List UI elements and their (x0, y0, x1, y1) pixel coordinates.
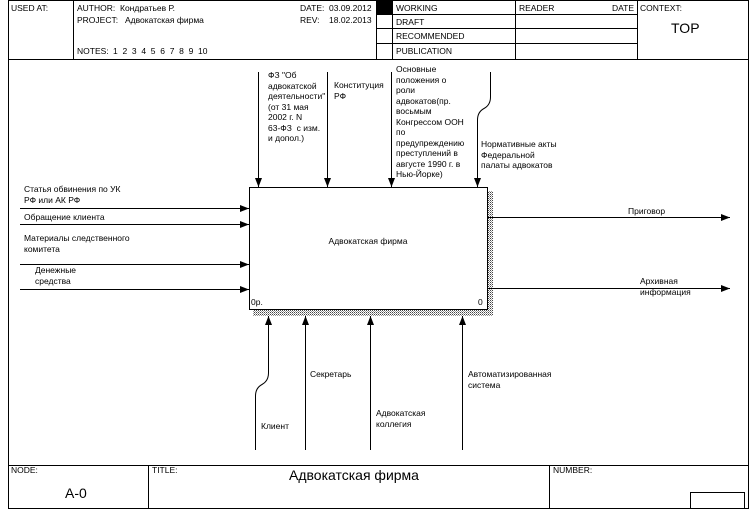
number-label: NUMBER: (553, 465, 593, 475)
used-at-label: USED AT: (11, 3, 49, 13)
control-label: Конституция РФ (334, 80, 384, 101)
status-working-marker (377, 1, 392, 15)
input-label: Денежные средства (35, 265, 77, 286)
rev-value: 18.02.2013 (329, 15, 372, 25)
input-label: Материалы следственного комитета (24, 233, 130, 254)
notes-label: NOTES: (77, 46, 109, 56)
context-value: TOP (671, 20, 700, 36)
activity-number: 0 (478, 297, 483, 307)
project-value: Адвокатская фирма (125, 15, 204, 25)
status-draft-marker (377, 15, 392, 29)
node-label: NODE: (11, 465, 38, 475)
notes-value: 1 2 3 4 5 6 7 8 9 10 (113, 46, 208, 56)
project-label: PROJECT: (77, 15, 119, 25)
author-label: AUTHOR: (77, 3, 116, 13)
date-label: DATE: (300, 3, 325, 13)
activity-box (250, 188, 488, 310)
activity-shadow-bottom (253, 310, 493, 316)
activity-name: Адвокатская фирма (328, 236, 408, 246)
mechanism-label: Секретарь (310, 369, 352, 379)
activity-shadow-right (488, 191, 493, 316)
author-value: Кондратьев Р. (120, 3, 175, 13)
control-label: Основные положения о роли адвокатов(пр. восьмым Конгрессом ООН по предупреждению преступлений в августе 1990 г. в Нью-Йорке) (396, 64, 465, 179)
status-draft: DRAFT (396, 17, 425, 27)
input-label: Обращение клиента (24, 212, 105, 222)
control-label: Нормативные акты Федеральной палаты адвокатов (481, 139, 557, 170)
status-recommended-marker (377, 29, 392, 44)
status-publication: PUBLICATION (396, 46, 453, 56)
reader-label: READER (519, 3, 555, 13)
date-value: 03.09.2012 (329, 3, 372, 13)
reader-date-label: DATE (612, 3, 635, 13)
mechanism-label: Адвокатская коллегия (376, 408, 426, 429)
footer-small-box (691, 493, 745, 509)
control-label: ФЗ "Об адвокатской деятельности" (от 31 мая 2002 г. N 63-ФЗ с изм. и допол.) (268, 70, 326, 143)
input-label: Статья обвинения по УК РФ или АК РФ (24, 184, 121, 205)
status-working: WORKING (396, 3, 438, 13)
status-publication-marker (377, 44, 392, 60)
mechanism-label: Автоматизированная система (468, 369, 552, 390)
status-recommended: RECOMMENDED (396, 31, 465, 41)
context-label: CONTEXT: (640, 3, 683, 13)
diagram-title: Адвокатская фирма (289, 467, 419, 483)
mechanism-label: Клиент (261, 421, 289, 431)
activity-cost: 0р. (251, 297, 263, 307)
title-label: TITLE: (152, 465, 178, 475)
output-label: Приговор (628, 206, 666, 216)
output-label: Архивная информация (640, 276, 691, 297)
rev-label: REV: (300, 15, 320, 25)
node-value: A-0 (65, 485, 87, 501)
